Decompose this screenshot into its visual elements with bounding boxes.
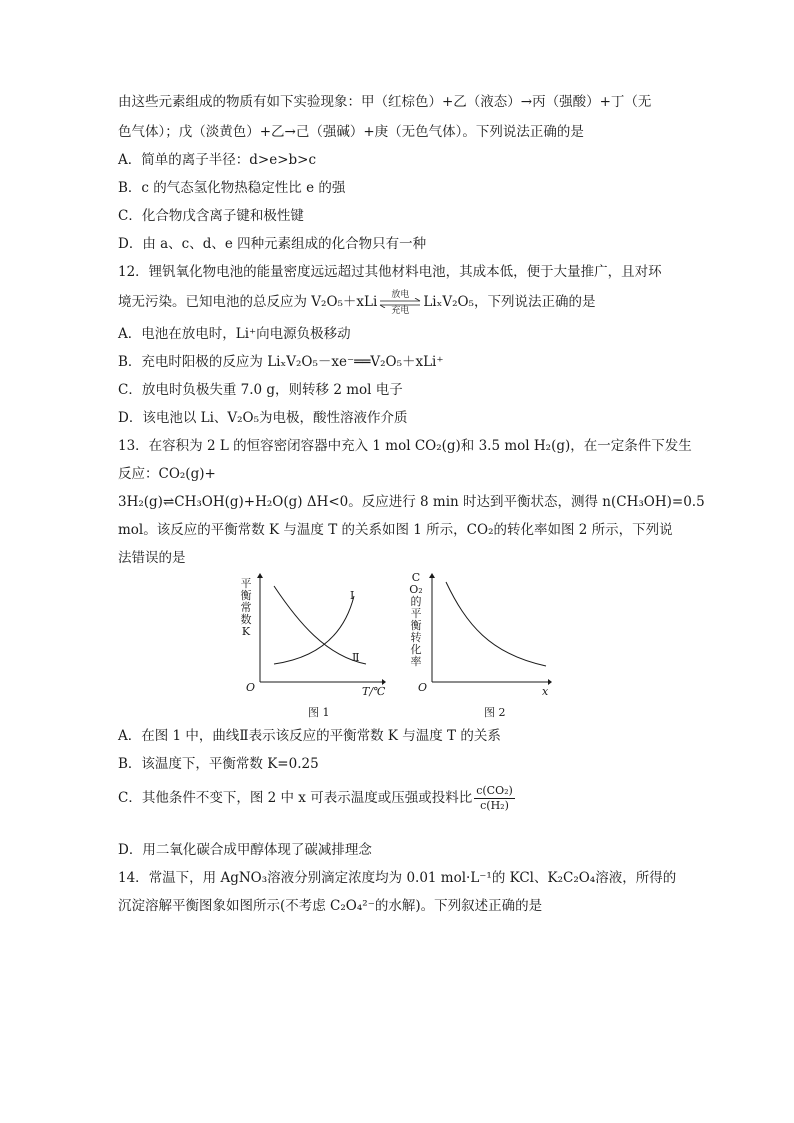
q13-stem-line4: mol。该反应的平衡常数 K 与温度 T 的关系如图 1 所示，CO₂的转化率如图 2 所示，下列说	[118, 522, 673, 538]
fraction-numerator: c(CO₂)	[476, 784, 513, 797]
fig2-curve	[446, 582, 546, 666]
q11-stem-line2: 色气体）；戊（淡黄色）+乙→己（强碱）+庚（无色气体）。下列说法正确的是	[118, 124, 584, 140]
q13-stem-line3: 3H₂(g)⇌CH₃OH(g)+H₂O(g) ΔH<0。反应进行 8 min 时达到平衡状态，测得 n(CH₃OH)=0.5	[118, 494, 705, 510]
q12-equation-left: 境无污染。已知电池的总反应为 V₂O₅＋xLi	[118, 294, 378, 310]
fig1-plot	[236, 572, 386, 692]
q12-stem-line1: 12．锂钒氧化物电池的能量密度远远超过其他材料电池，其成本低，便于大量推广，且对环	[118, 264, 662, 280]
fig2-x-arrow-icon	[548, 679, 552, 685]
reversible-arrow	[379, 289, 421, 316]
fig1-curve2-label: Ⅱ	[352, 651, 360, 664]
q14-stem-line1: 14．常温下，用 AgNO₃溶液分别滴定浓度均为 0.01 mol·L⁻¹的 KCl、K₂C₂O₄溶液，所得的	[118, 870, 677, 886]
fig1-x-axis-label: T/℃	[362, 685, 386, 698]
q13-stem-line5: 法错误的是	[118, 550, 186, 566]
q13-option-b: B．该温度下，平衡常数 K=0.25	[118, 756, 319, 772]
q11-option-a: A．简单的离子半径：d>e>b>c	[118, 152, 317, 168]
figure-2	[408, 572, 556, 720]
q12-equation-right: LiₓV₂O₅，下列说法正确的是	[423, 294, 596, 310]
q13-option-a: A．在图 1 中，曲线Ⅱ表示该反应的平衡常数 K 与温度 T 的关系	[118, 728, 501, 744]
fig1-origin: O	[246, 681, 256, 694]
arrow-label-discharge: 放电	[391, 289, 410, 300]
figure-1	[236, 572, 386, 720]
q12-option-d: D．该电池以 Li、V₂O₅为电极，酸性溶液作介质	[118, 410, 408, 426]
q11-stem-line1: 由这些元素组成的物质有如下实验现象：甲（红棕色）+乙（液态）→丙（强酸）+丁（无	[118, 94, 652, 110]
fig2-caption: 图 2	[484, 706, 506, 719]
q13-option-d: D．用二氧化碳合成甲醇体现了碳减排理念	[118, 842, 372, 858]
q13-stem-line2: 反应：CO₂(g)+	[118, 466, 216, 482]
q11-option-c: C．化合物戊含离子键和极性键	[118, 208, 304, 224]
q12-option-c: C．放电时负极失重 7.0 g，则转移 2 mol 电子	[118, 382, 403, 398]
q13-stem-line1: 13．在容积为 2 L 的恒容密闭容器中充入 1 mol CO₂(g)和 3.5 mol H₂(g)，在一定条件下发生	[118, 438, 692, 454]
fraction-denominator: c(H₂)	[480, 799, 509, 812]
fig1-y-axis-label: 平衡常数K	[240, 577, 252, 638]
q14-stem-line2: 沉淀溶解平衡图象如图所示(不考虑 C₂O₄²⁻的水解)。下列叙述正确的是	[118, 898, 543, 914]
arrow-label-charge: 充电	[391, 305, 410, 316]
fig2-y-arrow-icon	[429, 573, 435, 578]
fig2-plot	[408, 572, 556, 692]
q13-option-c	[118, 784, 515, 813]
q11-option-b: B．c 的气态氢化物热稳定性比 e 的强	[118, 180, 346, 196]
fig1-curve-I	[274, 596, 354, 664]
fig2-x-axis-label: x	[542, 685, 549, 698]
q11-option-d: D．由 a、c、d、e 四种元素组成的化合物只有一种	[118, 236, 427, 252]
feed-ratio-fraction	[474, 784, 515, 813]
fig1-caption: 图 1	[308, 706, 330, 719]
q12-stem-line2	[118, 289, 596, 316]
q12-option-a: A．电池在放电时，Li⁺向电源负极移动	[118, 326, 351, 342]
q12-option-b: B．充电时阳极的反应为 LiₓV₂O₅－xe⁻══V₂O₅＋xLi⁺	[118, 354, 444, 370]
fig2-y-axis-label: CO₂的平衡转化率	[409, 571, 423, 668]
fig2-origin: O	[418, 681, 428, 694]
q13-option-c-text: C．其他条件不变下，图 2 中 x 可表示温度或压强或投料比	[118, 790, 473, 806]
fig1-curve1-label: Ⅰ	[350, 589, 355, 602]
fig1-y-arrow-icon	[257, 573, 263, 578]
